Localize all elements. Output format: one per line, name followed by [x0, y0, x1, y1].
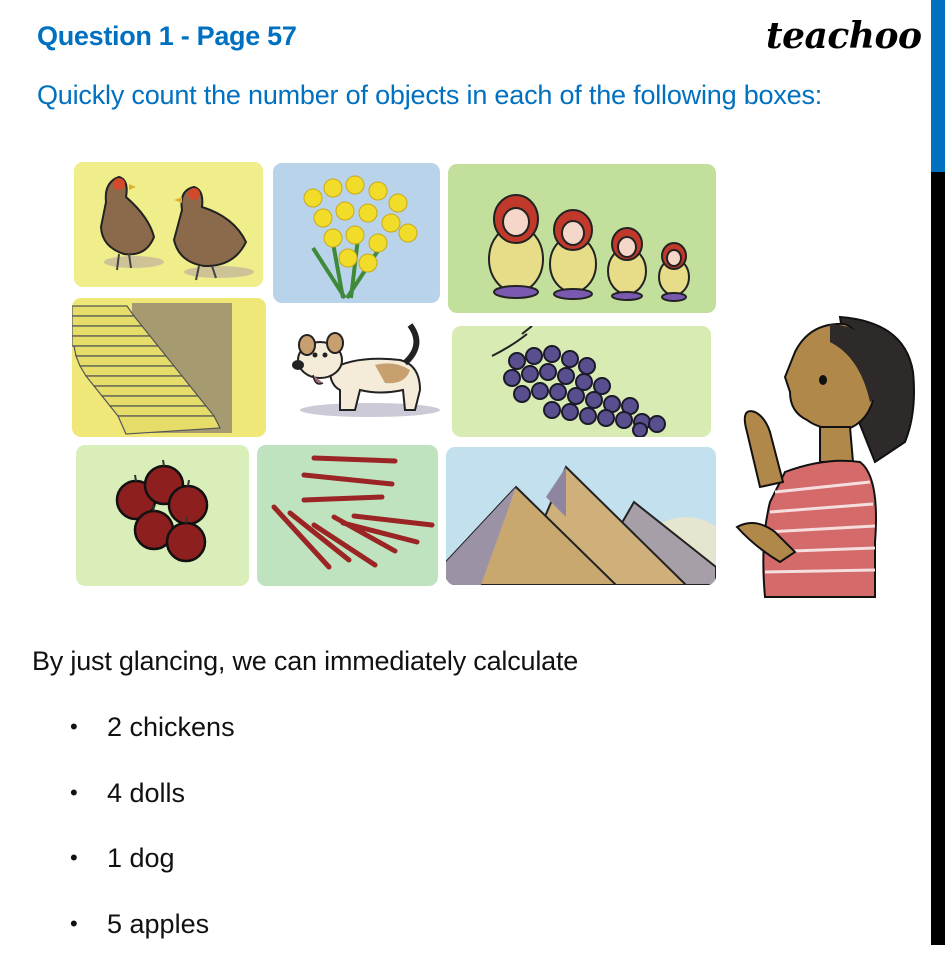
chickens-illustration	[74, 162, 263, 287]
bullet-icon: •	[70, 708, 107, 746]
side-accent-bar-black	[931, 172, 945, 945]
list-item-text: 2 chickens	[107, 708, 235, 746]
grapes-illustration	[452, 326, 711, 437]
side-accent-bar-blue	[931, 0, 945, 172]
pyramids-illustration	[446, 447, 716, 585]
bullet-icon: •	[70, 839, 107, 877]
bullet-icon: •	[70, 774, 107, 812]
brand-logo: teachoo	[766, 15, 921, 57]
list-item	[70, 839, 235, 905]
list-item	[70, 774, 235, 840]
list-item	[70, 905, 235, 970]
list-item-text: 5 apples	[107, 905, 209, 943]
list-item-text: 1 dog	[107, 839, 175, 877]
girl-thinking-illustration	[735, 312, 920, 604]
stairs-illustration	[72, 298, 266, 437]
answer-list	[70, 708, 235, 970]
list-item-text: 4 dolls	[107, 774, 185, 812]
list-item	[70, 708, 235, 774]
flowers-illustration	[273, 163, 440, 303]
question-prompt: Quickly count the number of objects in each of the following boxes:	[37, 80, 822, 111]
pencils-illustration	[257, 445, 438, 586]
question-title: Question 1 - Page 57	[37, 21, 297, 52]
bullet-icon: •	[70, 905, 107, 943]
apples-illustration	[76, 445, 249, 586]
dog-illustration	[285, 315, 445, 425]
explanation-intro: By just glancing, we can immediately calculate	[32, 646, 578, 677]
dolls-illustration	[448, 164, 716, 313]
